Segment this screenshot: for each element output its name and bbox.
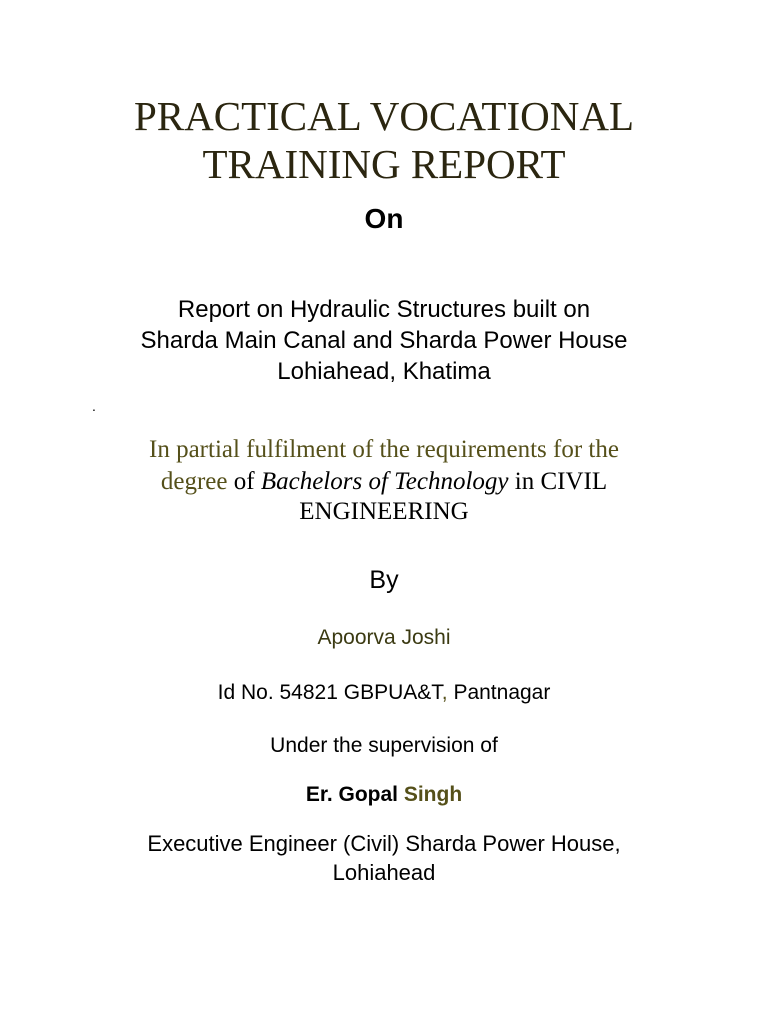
fulfilment-text-b: for the bbox=[553, 436, 619, 463]
id-comma: , bbox=[441, 681, 448, 704]
student-id-line bbox=[0, 681, 768, 705]
supervision-line: Under the supervision of bbox=[270, 734, 498, 757]
by-heading: By bbox=[369, 566, 399, 594]
student-id: Id No. 54821 GBPUA&T bbox=[217, 681, 442, 704]
subject-line-3: Lohiahead, Khatima bbox=[277, 358, 491, 385]
stray-dot-mark: . bbox=[92, 398, 96, 414]
supervisor-surname: Singh bbox=[403, 783, 463, 806]
of-word: of bbox=[227, 468, 261, 495]
supervisor-name bbox=[0, 783, 768, 807]
supervisor-prefix: Er. Gopal bbox=[305, 783, 404, 806]
fulfilment-line-3: ENGINEERING bbox=[299, 498, 469, 525]
designation-line-2: Lohiahead bbox=[332, 860, 436, 885]
on-heading: On bbox=[364, 203, 404, 234]
fulfilment-text-a: In partial fulfilment of the requirements bbox=[149, 436, 554, 463]
degree-word: degree bbox=[160, 468, 228, 495]
fulfilment-line-2 bbox=[0, 466, 768, 498]
branch-prefix: in CIVIL bbox=[508, 468, 608, 495]
author-name: Apoorva Joshi bbox=[317, 626, 451, 649]
degree-name: Bachelors of Technology bbox=[260, 468, 509, 495]
report-title-line-1: PRACTICAL VOCATIONAL bbox=[134, 93, 634, 139]
university-place: Pantnagar bbox=[447, 681, 551, 704]
report-title-line-2: TRAINING REPORT bbox=[202, 141, 566, 187]
subject-line-1: Report on Hydraulic Structures built on bbox=[177, 296, 591, 323]
fulfilment-line-1 bbox=[0, 434, 768, 466]
designation-line-1: Executive Engineer (Civil) Sharda Power House, bbox=[147, 831, 621, 856]
subject-line-2: Sharda Main Canal and Sharda Power House bbox=[140, 327, 628, 354]
